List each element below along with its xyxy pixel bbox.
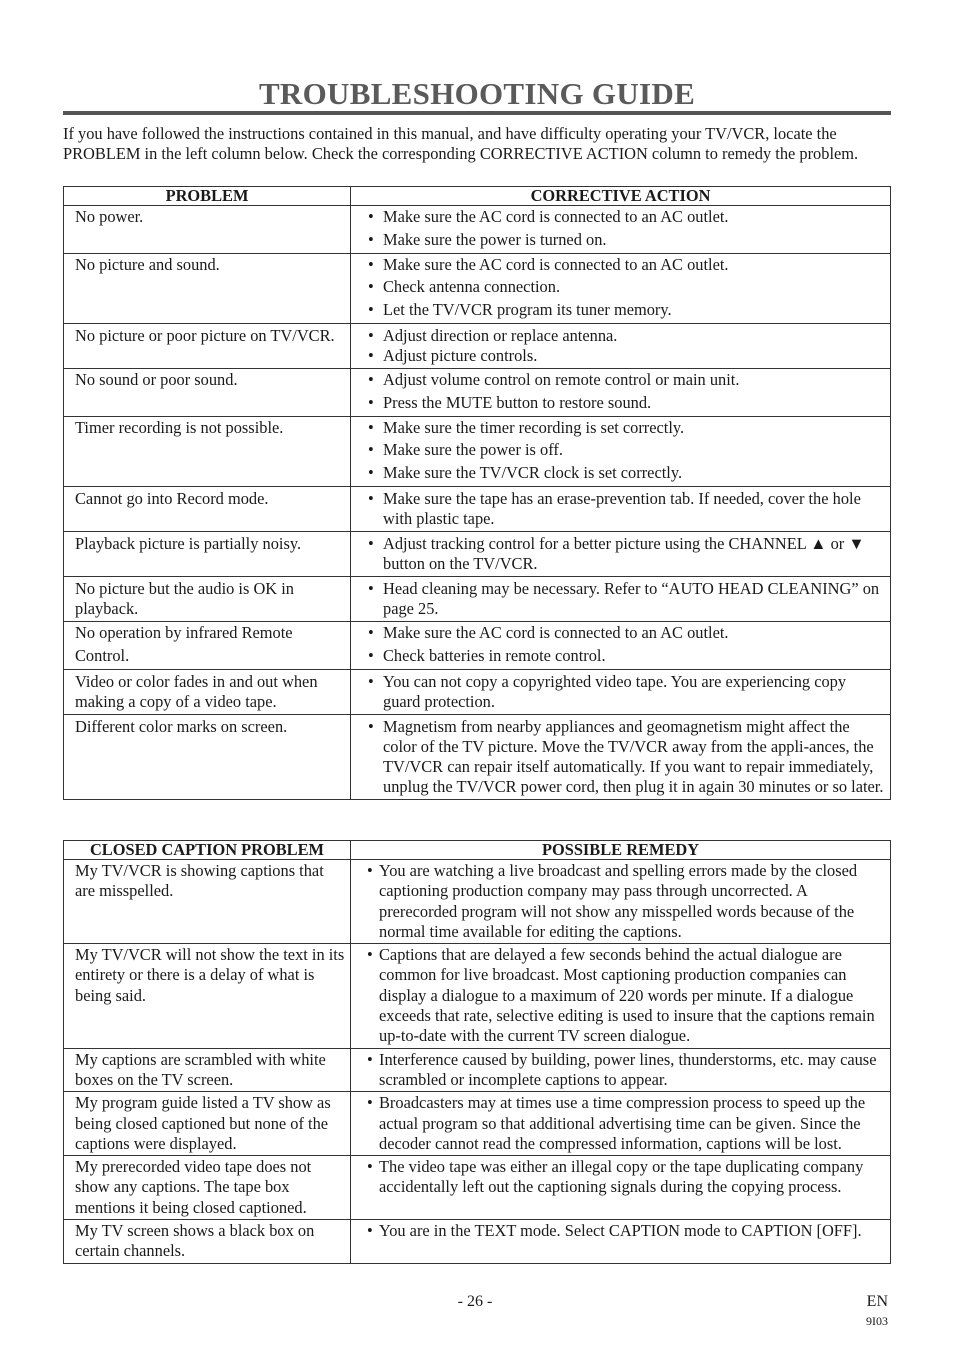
problem-cell: No power. [64, 206, 351, 254]
closed-caption-problem-header: CLOSED CAPTION PROBLEM [64, 841, 351, 860]
table-row [64, 206, 891, 254]
list-item: • Make sure the tape has an erase-prevention tab. If needed, cover the hole with plastic tape. [362, 489, 886, 529]
action-cell [351, 621, 891, 669]
page-number: - 26 - [457, 1293, 493, 1310]
list-item: • You are in the TEXT mode. Select CAPTION mode to CAPTION [OFF]. [362, 1221, 886, 1241]
table-row [64, 1048, 891, 1092]
problem-cell: Cannot go into Record mode. [64, 486, 351, 531]
action-cell [351, 714, 891, 799]
problem-cell: Timer recording is not possible. [64, 416, 351, 486]
title-rule [63, 111, 891, 115]
list-item: • You can not copy a copyrighted video tape. You are experiencing copy guard protection. [362, 672, 886, 712]
action-cell [351, 368, 891, 416]
problem-cell: No picture but the audio is OK in playback. [64, 576, 351, 621]
table-row [64, 486, 891, 531]
action-cell [351, 860, 891, 944]
action-list [362, 717, 886, 797]
action-list [362, 1157, 886, 1198]
list-item: • Make sure the power is turned on. [362, 229, 886, 252]
list-item: • The video tape was either an illegal copy or the tape duplicating company accidentally left out the captioning signals during the copying process. [362, 1157, 886, 1198]
problem-cell: No picture or poor picture on TV/VCR. [64, 323, 351, 368]
list-item: • Let the TV/VCR program its tuner memory. [362, 299, 886, 322]
action-list [362, 1093, 886, 1154]
table-row [64, 416, 891, 486]
action-list [362, 622, 886, 668]
action-cell [351, 323, 891, 368]
list-item: • Check antenna connection. [362, 276, 886, 299]
language-code: EN [866, 1293, 888, 1310]
table-row [64, 576, 891, 621]
list-item: • Make sure the AC cord is connected to an AC outlet. [362, 206, 886, 229]
action-cell [351, 1048, 891, 1092]
list-item: • Captions that are delayed a few seconds behind the actual dialogue are common for live broadcast. Most captioning production companies can display a dialogue to a maximum of 220 words per minute. If a dialogue exceeds that rate, selective editing is used to insure that the captions remain up-to-date with the current TV screen dialogue. [362, 945, 886, 1046]
problem-header: PROBLEM [64, 187, 351, 206]
table-row [64, 860, 891, 944]
action-list [362, 489, 886, 529]
problem-cell: My captions are scrambled with white boxes on the TV screen. [64, 1048, 351, 1092]
table-row [64, 944, 891, 1048]
table-row [64, 323, 891, 368]
action-cell [351, 1156, 891, 1220]
problem-cell: Playback picture is partially noisy. [64, 531, 351, 576]
problem-cell: My TV screen shows a black box on certain channels. [64, 1220, 351, 1264]
problem-cell: My prerecorded video tape does not show any captions. The tape box mentions it being closed captioned. [64, 1156, 351, 1220]
list-item: • Magnetism from nearby appliances and geomagnetism might affect the color of the TV picture. Move the TV/VCR away from the appli-ances, the TV/VCR can repair itself automatically. If you want to repair immediately, unplug the TV/VCR power cord, then plug it in again 30 minutes or so later. [362, 717, 886, 797]
list-item: • Adjust direction or replace antenna. [362, 326, 886, 346]
action-list [362, 579, 886, 619]
list-item: • Broadcasters may at times use a time compression process to speed up the actual program so that additional advertising time can be given. Since the decoder cannot read the compressed information, captions will be lost. [362, 1093, 886, 1154]
action-list [362, 861, 886, 942]
action-list [362, 369, 886, 415]
action-list [362, 326, 886, 366]
table-row [64, 714, 891, 799]
action-list [362, 1221, 886, 1241]
list-item: • Make sure the AC cord is connected to an AC outlet. [362, 622, 886, 645]
page-title: TROUBLESHOOTING GUIDE [258, 76, 696, 111]
table-row [64, 368, 891, 416]
closed-caption-table [63, 840, 891, 1264]
action-cell [351, 206, 891, 254]
list-item: • You are watching a live broadcast and spelling errors made by the closed captioning production company may pass through uncorrected. A prerecorded program will not show any misspelled words because of the normal time available for editing the captions. [362, 861, 886, 942]
list-item: • Make sure the AC cord is connected to an AC outlet. [362, 254, 886, 277]
intro-paragraph: If you have followed the instructions contained in this manual, and have difficulty operating your TV/VCR, locate the PROBLEM in the left column below. Check the corresponding CORRECTIVE ACTION column to remedy the problem. [63, 124, 859, 163]
list-item: • Check batteries in remote control. [362, 645, 886, 668]
action-cell [351, 576, 891, 621]
list-item: • Adjust tracking control for a better picture using the CHANNEL ▲ or ▼ button on the TV/VCR. [362, 534, 886, 574]
action-cell [351, 486, 891, 531]
action-cell [351, 253, 891, 323]
action-cell [351, 1092, 891, 1156]
action-list [362, 1050, 886, 1091]
list-item: • Head cleaning may be necessary. Refer to “AUTO HEAD CLEANING” on page 25. [362, 579, 886, 619]
action-list [362, 672, 886, 712]
action-cell [351, 669, 891, 714]
possible-remedy-header: POSSIBLE REMEDY [351, 841, 891, 860]
problem-cell: My TV/VCR will not show the text in its entirety or there is a delay of what is being said. [64, 944, 351, 1048]
table-row [64, 669, 891, 714]
list-item: • Make sure the TV/VCR clock is set correctly. [362, 462, 886, 485]
table-row [64, 1220, 891, 1264]
corrective-action-header: CORRECTIVE ACTION [351, 187, 891, 206]
problem-cell: No picture and sound. [64, 253, 351, 323]
problem-cell: No sound or poor sound. [64, 368, 351, 416]
table-row [64, 1156, 891, 1220]
action-cell [351, 1220, 891, 1264]
problem-cell: Video or color fades in and out when making a copy of a video tape. [64, 669, 351, 714]
table-row [64, 1092, 891, 1156]
table-row [64, 531, 891, 576]
action-list [362, 417, 886, 485]
problem-cell: My program guide listed a TV show as being closed captioned but none of the captions were displayed. [64, 1092, 351, 1156]
action-cell [351, 416, 891, 486]
problem-cell: Different color marks on screen. [64, 714, 351, 799]
action-list [362, 206, 886, 252]
list-item: • Adjust volume control on remote control or main unit. [362, 369, 886, 392]
troubleshooting-table [63, 186, 891, 800]
list-item: • Adjust picture controls. [362, 346, 886, 366]
list-item: • Make sure the timer recording is set correctly. [362, 417, 886, 440]
action-cell [351, 531, 891, 576]
action-list [362, 254, 886, 322]
problem-cell: My TV/VCR is showing captions that are misspelled. [64, 860, 351, 944]
list-item: • Interference caused by building, power lines, thunderstorms, etc. may cause scrambled or incomplete captions to appear. [362, 1050, 886, 1091]
document-code: 9I03 [866, 1314, 888, 1328]
table-row [64, 253, 891, 323]
table-row [64, 621, 891, 669]
action-cell [351, 944, 891, 1048]
action-list [362, 945, 886, 1046]
action-list [362, 534, 886, 574]
list-item: • Press the MUTE button to restore sound. [362, 392, 886, 415]
problem-cell: No operation by infrared Remote Control. [64, 621, 351, 669]
list-item: • Make sure the power is off. [362, 439, 886, 462]
